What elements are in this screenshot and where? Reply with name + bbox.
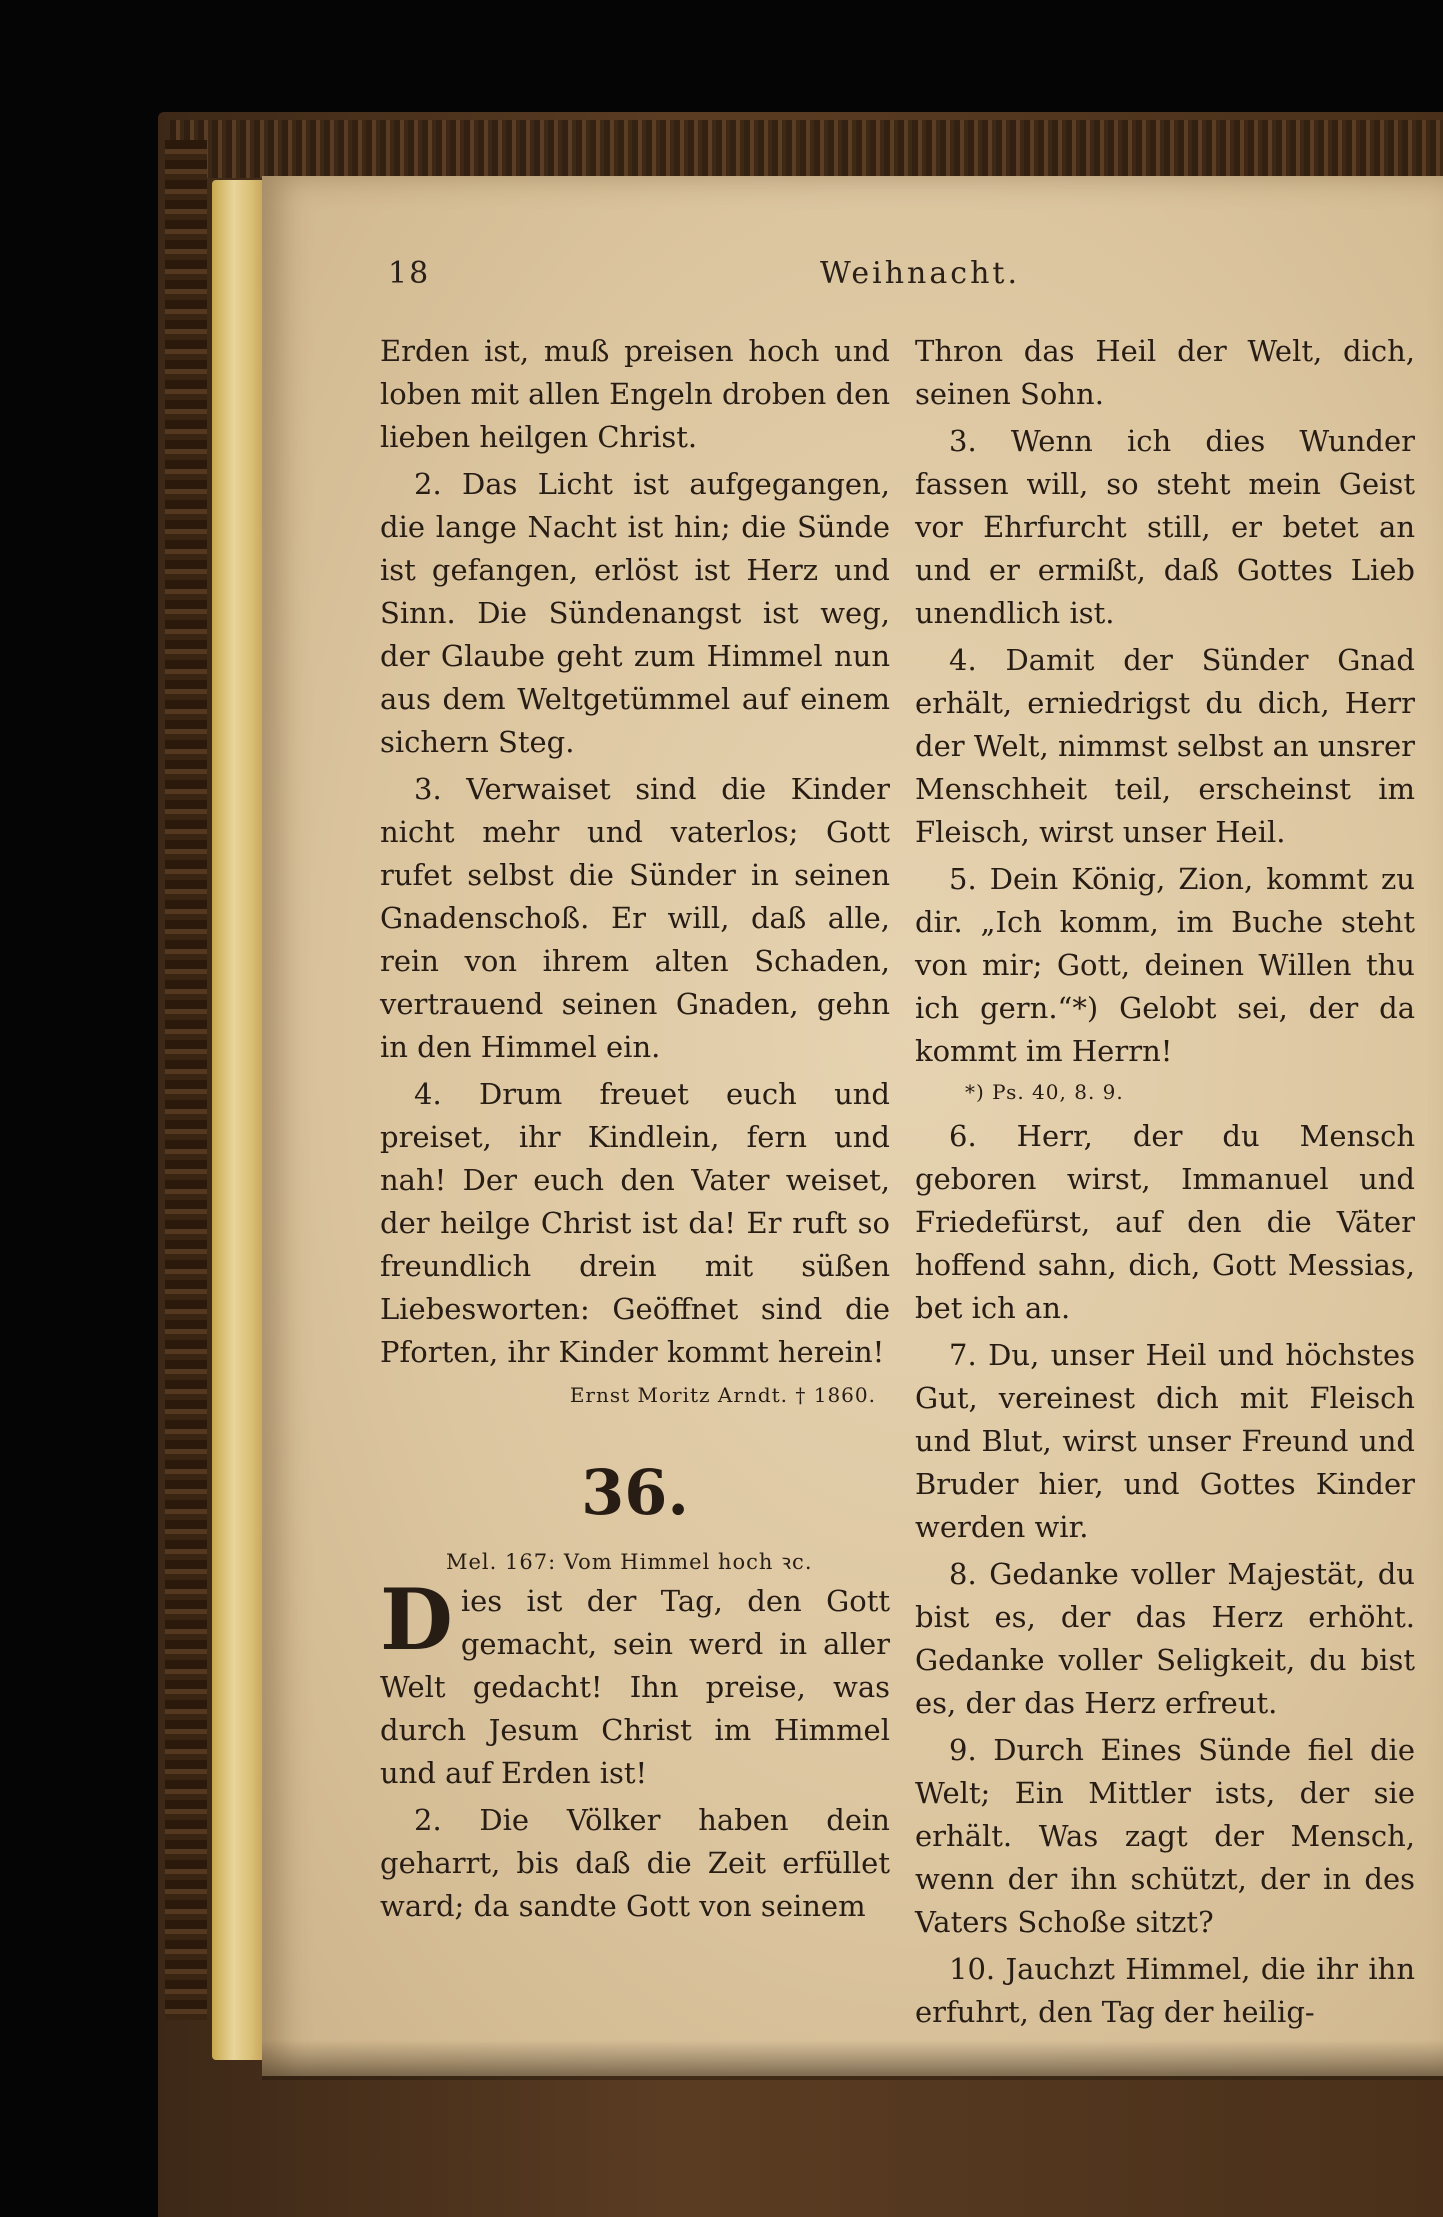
stanza-9-hymn-36: 9. Durch Eines Sünde fiel die Welt; Ein Mittler ists, der sie erhält. Was zagt der Mensch, wenn der ihn schützt, der in des Vaters Schoße sitzt? [915,1733,1415,1939]
author-attribution: Ernst Moritz Arndt. † 1860. [569,1383,876,1407]
melody-reference: Mel. 167: Vom Himmel hoch ꝛc. [446,1550,813,1574]
stanza-8-hymn-36: 8. Gedanke voller Majestät, du bist es, der das Herz erhöht. Gedanke voller Seligkeit, du bist es, der das Herz erfreut. [915,1557,1415,1720]
book-spine [165,140,207,2020]
stanza-1-hymn-36 [380,1570,890,1795]
stanza-2: 2. Das Licht ist aufgegangen, die lange Nacht ist hin; die Sünde ist gefangen, erlöst ist Herz und Sinn. Die Sündenangst ist weg, der Glaube geht zum Himmel nun aus dem Weltgetümmel auf einem sichern Steg. [380,467,890,759]
stanza-continuation: Erden ist, muß preisen hoch und loben mit allen Engeln droben den lieben heilgen Christ. [380,334,890,454]
page-shadow [262,2040,1443,2080]
stanza-3-hymn-36: 3. Wenn ich dies Wunder fassen will, so steht mein Geist vor Ehrfurcht still, er betet an und er ermißt, daß Gottes Lieb unendlich ist. [915,424,1415,630]
stanza-4: 4. Drum freuet euch und preiset, ihr Kindlein, fern und nah! Der euch den Vater weiset, der heilge Christ ist da! Er ruft so freundlich drein mit süßen Liebesworten: Geöffnet sind die Pforten, ihr Kinder kommt herein! [380,1077,890,1369]
stanza-4-hymn-36: 4. Damit der Sünder Gnad erhält, erniedrigst du dich, Herr der Welt, nimmst selbst an unsrer Menschheit teil, erscheinst im Fleisch, wirst unser Heil. [915,643,1415,849]
page-number: 18 [388,256,431,291]
stanza-6-hymn-36: 6. Herr, der du Mensch geboren wirst, Immanuel und Friedefürst, auf den die Väter hoffend sahn, dich, Gott Messias, bet ich an. [915,1119,1415,1325]
right-column [915,330,1415,2038]
stanza-3: 3. Verwaiset sind die Kinder nicht mehr und vaterlos; Gott rufet selbst die Sünder in seinen Gnadenschoß. Er will, daß alle, rein von ihrem alten Schaden, vertrauend seinen Gnaden, gehn in den Himmel ein. [380,772,890,1064]
stanza-1-text: ies ist der Tag, den Gott gemacht, sein werd in aller Welt gedacht! Ihn preise, was durch Jesum Christ im Himmel und auf Erden ist! [380,1584,890,1790]
running-title: Weihnacht. [820,256,1020,291]
drop-cap: D [380,1570,453,1669]
stanza-10-hymn-36: 10. Jauchzt Himmel, die ihr ihn erfuhrt, den Tag der heilig- [915,1952,1415,2029]
stanza-2-hymn-36: 2. Die Völker haben dein geharrt, bis daß die Zeit erfüllet ward; da sandte Gott von seinem [380,1803,890,1923]
hymn-number: 36. [581,1456,689,1529]
stanza-7-hymn-36: 7. Du, unser Heil und höchstes Gut, vereinest dich mit Fleisch und Blut, wirst unser Freund und Bruder hier, und Gottes Kinder werden wir. [915,1338,1415,1544]
stanza-5-hymn-36: 5. Dein König, Zion, kommt zu dir. „Ich komm, im Buche steht von mir; Gott, deinen Willen thu ich gern.“*) Gelobt sei, der da kommt im Herrn! [915,862,1415,1068]
footnote: *) Ps. 40, 8. 9. [965,1080,1124,1104]
left-column [380,330,890,1932]
stanza-2-continuation: Thron das Heil der Welt, dich, seinen Sohn. [915,334,1415,411]
page-header [380,250,1420,300]
book-cover-top-edge [170,120,1443,178]
